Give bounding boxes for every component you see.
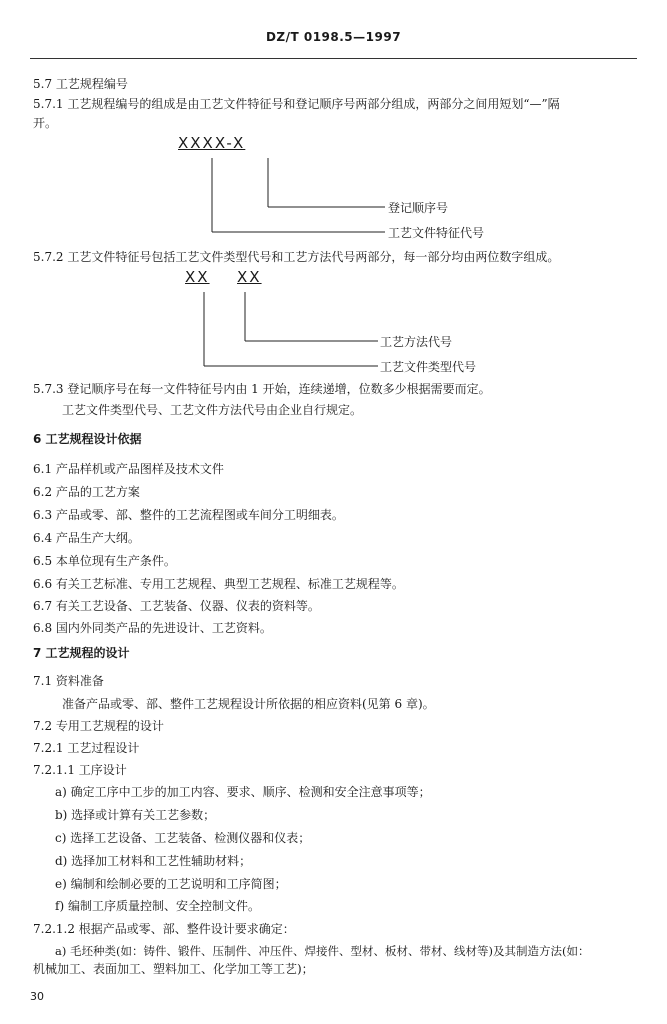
section-6-item: 6.6 有关工艺标准、专用工艺规程、典型工艺规程、标准工艺规程等。	[33, 577, 404, 591]
section-7-2-1-1-item: b) 选择或计算有关工艺参数；	[55, 808, 216, 822]
diagram1-label-seq: 登记顺序号	[388, 201, 449, 215]
diagram1-code: XXXX-X	[178, 134, 246, 152]
section-5-7-title: 5.7 工艺规程编号	[33, 77, 128, 91]
section-7-title: 7 工艺规程的设计	[33, 646, 130, 660]
diagram1-label-feature: 工艺文件特征代号	[388, 226, 485, 240]
section-6-item: 6.2 产品的工艺方案	[33, 485, 140, 499]
section-7-2-1-1-item: f) 编制工序质量控制、安全控制文件。	[55, 899, 260, 913]
section-7-2-1-1-item: d) 选择加工材料和工艺性辅助材料；	[55, 854, 252, 868]
section-6-item: 6.1 产品样机或产品图样及技术文件	[33, 462, 224, 476]
page-number: 30	[30, 990, 44, 1003]
section-7-2-1-1-item: e) 编制和绘制必要的工艺说明和工序简图；	[55, 877, 287, 891]
section-7-2-1-2-a-line1: a) 毛坯种类(如：铸件、锻件、压制件、冲压件、焊接件、型材、板材、带材、线材等)及其制造方法(如：	[55, 944, 590, 958]
section-7-2-title: 7.2 专用工艺规程的设计	[33, 719, 164, 733]
section-6-item: 6.4 产品生产大纲。	[33, 531, 140, 545]
diagram2-code-method: XX	[237, 268, 262, 286]
section-6-item: 6.7 有关工艺设备、工艺装备、仪器、仪表的资料等。	[33, 599, 320, 613]
section-5-7-2: 5.7.2 工艺文件特征号包括工艺文件类型代号和工艺方法代号两部分，每一部分均由两位数字组成。	[33, 250, 560, 264]
standard-code-header: DZ/T 0198.5—1997	[265, 30, 402, 44]
diagram2-code-type: XX	[185, 268, 210, 286]
section-6-title: 6 工艺规程设计依据	[33, 432, 142, 446]
section-7-2-1-1-item: a) 确定工序中工步的加工内容、要求、顺序、检测和安全注意事项等；	[55, 785, 431, 799]
section-6-item: 6.3 产品或零、部、整件的工艺流程图或车间分工明细表。	[33, 508, 344, 522]
section-7-2-1-2-title: 7.2.1.2 根据产品或零、部、整件设计要求确定：	[33, 922, 295, 936]
section-5-7-3-line2: 工艺文件类型代号、工艺文件方法代号由企业自行规定。	[62, 403, 363, 417]
section-7-2-1-title: 7.2.1 工艺过程设计	[33, 741, 140, 755]
section-5-7-3-line1: 5.7.3 登记顺序号在每一文件特征号内由 1 开始，连续递增，位数多少根据需要而定。	[33, 382, 491, 396]
section-7-1-body: 准备产品或零、部、整件工艺规程设计所依据的相应资料(见第 6 章)。	[62, 697, 435, 711]
section-7-1-title: 7.1 资料准备	[33, 674, 104, 688]
diagram2-label-type: 工艺文件类型代号	[380, 360, 477, 374]
section-5-7-1-line1: 5.7.1 工艺规程编号的组成是由工艺文件特征号和登记顺序号两部分组成，两部分之间用短划“—”隔	[33, 97, 560, 111]
section-7-2-1-1-title: 7.2.1.1 工序设计	[33, 763, 127, 777]
diagram2-label-method: 工艺方法代号	[380, 335, 453, 349]
section-7-2-1-2-a-line2: 机械加工、表面加工、塑料加工、化学加工等工艺)；	[33, 962, 314, 976]
section-7-2-1-1-item: c) 选择工艺设备、工艺装备、检测仪器和仪表；	[55, 831, 311, 845]
section-5-7-1-line2: 开。	[33, 116, 58, 130]
section-6-item: 6.5 本单位现有生产条件。	[33, 554, 176, 568]
section-6-item: 6.8 国内外同类产品的先进设计、工艺资料。	[33, 621, 272, 635]
